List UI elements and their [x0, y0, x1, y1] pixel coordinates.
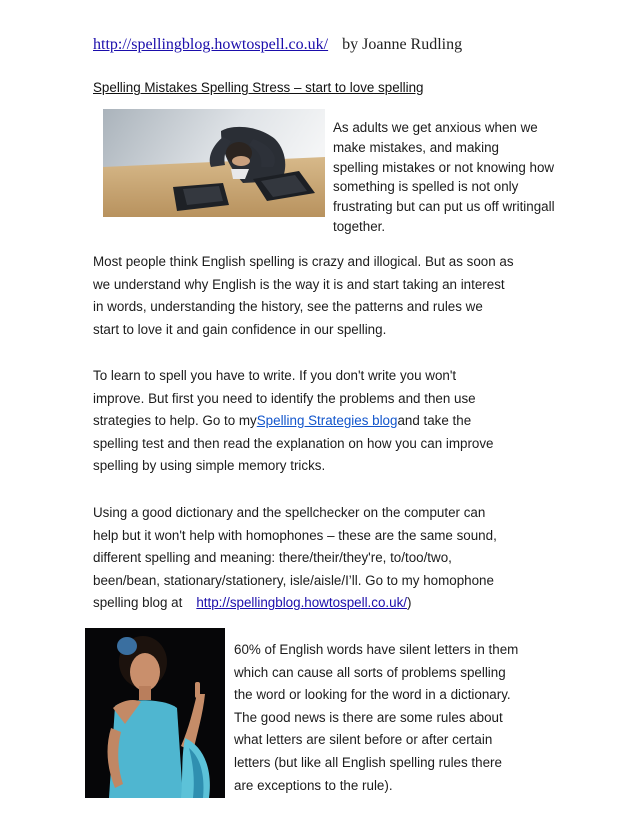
spelling-strategies-blog-link[interactable]: Spelling Strategies blog: [256, 413, 398, 429]
header-url-link[interactable]: http://spellingblog.howtospell.co.uk/: [93, 36, 329, 53]
text-line: spelling test and then read the explanation on how you can improve: [93, 435, 494, 451]
text-fragment: and take the: [397, 413, 472, 429]
text-line: letters (but like all English spelling rules there: [234, 754, 502, 770]
intro-line: spelling mistakes or not knowing how: [333, 159, 555, 175]
paragraph-english-spelling: [93, 251, 563, 341]
text-line: The good news is there are some rules about: [234, 709, 503, 725]
text-fragment: strategies to help. Go to my: [93, 413, 257, 429]
text-line: which can cause all sorts of problems spelling: [234, 664, 506, 680]
text-line: Using a good dictionary and the spellchecker on the computer can: [93, 505, 486, 520]
text-line: the word or looking for the word in a dictionary.: [234, 687, 511, 703]
intro-line: together.: [333, 218, 386, 234]
text-fragment: ): [407, 595, 412, 611]
text-line: To learn to spell you have to write. If you don't write you won't: [93, 368, 457, 383]
text-line: help but it won't help with homophones – these are the same sound,: [93, 527, 497, 543]
woman-shushing-image: [85, 628, 225, 798]
paragraph-homophones: [93, 502, 563, 615]
text-line: Most people think English spelling is crazy and illogical. But as soon as: [93, 254, 514, 269]
text-line: 60% of English words have silent letters in them: [234, 642, 519, 657]
intro-line: something is spelled is not only: [333, 179, 519, 195]
page-header: [93, 36, 462, 54]
text-line: in words, understanding the history, see the patterns and rules we: [93, 299, 483, 315]
intro-text: [333, 118, 593, 237]
text-line: [93, 410, 563, 433]
paragraph-silent-letters: [234, 639, 554, 797]
page-subtitle: Spelling Mistakes Spelling Stress – start to love spelling: [93, 80, 424, 95]
intro-line: make mistakes, and making: [333, 139, 499, 155]
header-author: by Joanne Rudling: [342, 36, 463, 53]
text-line: are exceptions to the rule).: [234, 777, 393, 793]
text-fragment: spelling blog at: [93, 595, 183, 611]
intro-line: As adults we get anxious when we: [333, 120, 538, 135]
text-line: been/bean, stationary/stationery, isle/aisle/I’ll. Go to my homophone: [93, 572, 494, 588]
text-line: start to love it and gain confidence in our spelling.: [93, 321, 387, 337]
homophone-blog-link[interactable]: http://spellingblog.howtospell.co.uk/: [196, 595, 408, 611]
text-line: improve. But first you need to identify the problems and then use: [93, 390, 476, 406]
text-line: different spelling and meaning: there/their/they're, to/too/two,: [93, 550, 452, 566]
stressed-man-laptops-image: [103, 109, 325, 217]
text-line: we understand why English is the way it is and start taking an interest: [93, 276, 505, 292]
text-line: spelling by using simple memory tricks.: [93, 458, 326, 474]
text-line: [93, 592, 563, 615]
paragraph-learn-to-spell: [93, 365, 563, 478]
intro-line: frustrating but can put us off writingall: [333, 199, 555, 215]
text-line: what letters are silent before or after certain: [234, 732, 493, 748]
